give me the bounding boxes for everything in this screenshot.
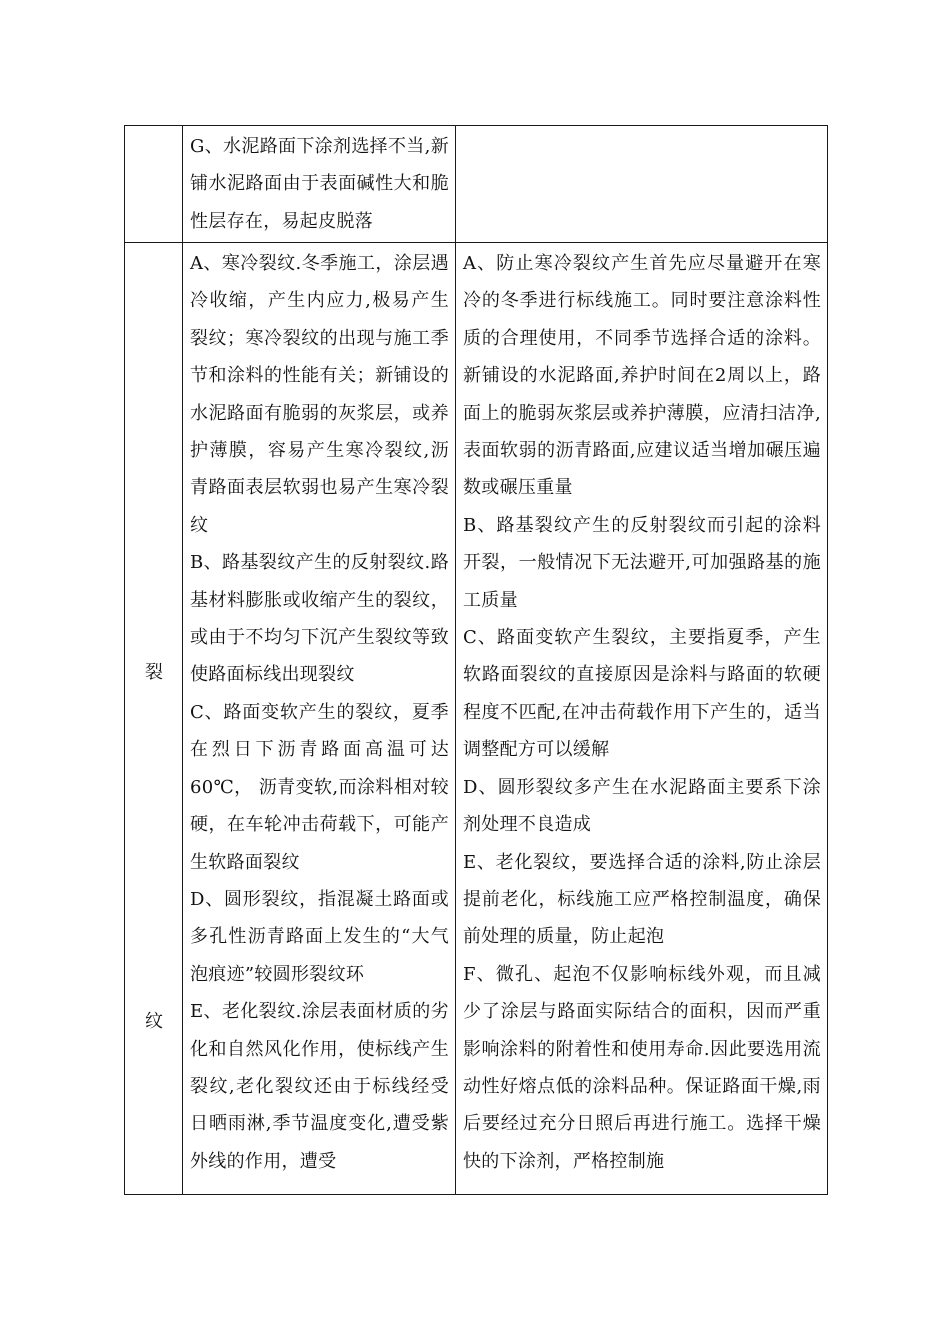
category-label: 纹 [145,1011,163,1032]
solution-item: B、路基裂纹产生的反射裂纹而引起的涂料开裂，一般情况下无法避开,可加强路基的施工质量 [463,514,821,611]
defect-table [124,125,828,1195]
table-row [125,243,828,1195]
category-cell [125,126,183,243]
cause-item: E、老化裂纹.涂层表面材质的劣化和自然风化作用，使标线产生裂纹,老化裂纹还由于标线经受日晒雨淋,季节温度变化,遭受紫外线的作用，遭受 [190,1001,449,1172]
category-cell [125,243,183,1195]
solution-item: D、圆形裂纹多产生在水泥路面主要系下涂剂处理不良造成 [463,776,821,836]
category-label: 裂 [145,662,163,683]
table-row [125,126,828,243]
cause-item: C、路面变软产生的裂纹，夏季在烈日下沥青路面高温可达60℃， 沥青变软,而涂料相对较硬，在车轮冲击荷载下，可能产生软路面裂纹 [190,701,449,873]
cause-item: D、圆形裂纹，指混凝土路面或多孔性沥青路面上发生的“大气泡痕迹”较圆形裂纹环 [190,888,449,985]
cause-item: B、路基裂纹产生的反射裂纹.路基材料膨胀或收缩产生的裂纹，或由于不均匀下沉产生裂纹等致使路面标线出现裂纹 [190,552,449,686]
cause-cell [183,126,456,243]
solution-cell [456,126,828,243]
solution-item: A、防止寒冷裂纹产生首先应尽量避开在寒冷的冬季进行标线施工。同时要注意涂料性质的合理使用，不同季节选择合适的涂料。新铺设的水泥路面,养护时间在2周以上，路面上的脆弱灰浆层或养护薄膜，应清扫洁净,表面软弱的沥青路面,应建议适当增加碾压遍数或碾压重量 [463,253,821,499]
solution-item: F、微孔、起泡不仅影响标线外观，而且减少了涂层与路面实际结合的面积，因而严重影响涂料的附着性和使用寿命.因此要选用流动性好熔点低的涂料品种。保证路面干燥,雨后要经过充分日照后再进行施工。选择干燥快的下涂剂，严格控制施 [463,963,821,1172]
cause-item: A、寒冷裂纹.冬季施工，涂层遇冷收缩，产生内应力,极易产生裂纹；寒冷裂纹的出现与施工季节和涂料的性能有关；新铺设的水泥路面有脆弱的灰浆层，或养护薄膜，容易产生寒冷裂纹,沥青路面表层软弱也易产生寒冷裂纹 [190,253,449,536]
cause-text: G、水泥路面下涂剂选择不当,新铺水泥路面由于表面碱性大和脆性层存在，易起皮脱落 [190,136,449,232]
solution-item: C、路面变软产生裂纹，主要指夏季，产生软路面裂纹的直接原因是涂料与路面的软硬程度不匹配,在冲击荷载作用下产生的，适当调整配方可以缓解 [463,627,821,761]
solution-cell [456,243,828,1195]
cause-cell [183,243,456,1195]
solution-item: E、老化裂纹，要选择合适的涂料,防止涂层提前老化，标线施工应严格控制温度，确保前处理的质量，防止起泡 [463,851,821,948]
